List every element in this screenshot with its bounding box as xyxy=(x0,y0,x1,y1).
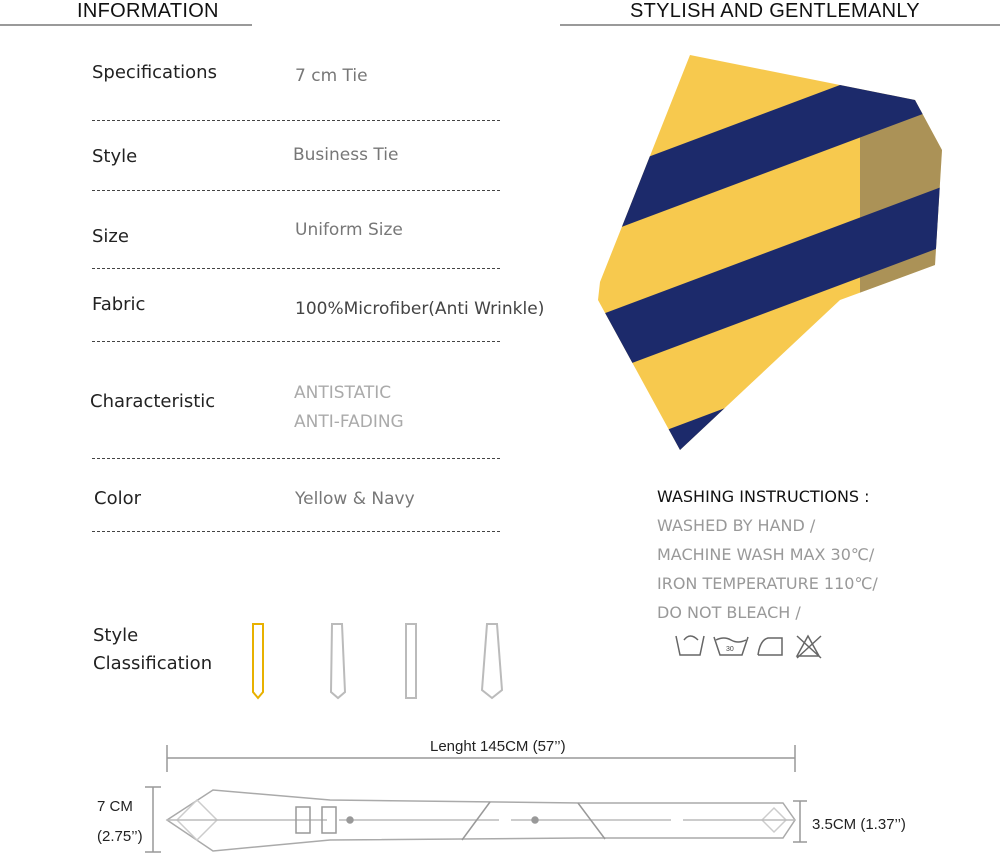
washing-line: DO NOT BLEACH / xyxy=(657,603,801,622)
washing-line: MACHINE WASH MAX 30℃/ xyxy=(657,545,875,564)
style-tie-icons xyxy=(253,624,502,698)
narrow-width: 3.5CM (1.37’’) xyxy=(812,816,906,833)
spec-value: ANTI-FADING xyxy=(294,412,404,432)
header-stylish: STYLISH AND GENTLEMANLY xyxy=(630,0,920,22)
spec-label: Characteristic xyxy=(90,391,216,412)
style-classification-label: Classification xyxy=(93,653,213,674)
tie-product-image xyxy=(560,40,960,530)
spec-label: Color xyxy=(94,488,141,509)
iron-icon xyxy=(758,638,782,655)
svg-text:30: 30 xyxy=(726,646,734,653)
spec-label: Size xyxy=(92,226,129,247)
slim-tie-icon-selected xyxy=(253,624,263,698)
spec-label: Specifications xyxy=(92,62,217,83)
spec-label: Fabric xyxy=(92,294,146,315)
tie-dimension-diagram xyxy=(145,745,807,852)
spec-value: ANTISTATIC xyxy=(294,383,392,403)
spec-value: 100%Microfiber(Anti Wrinkle) xyxy=(295,299,545,319)
spec-value: Business Tie xyxy=(293,145,399,165)
wash-icons xyxy=(676,636,821,658)
washing-line: IRON TEMPERATURE 110℃/ xyxy=(657,574,878,593)
length-label: Lenght 145CM (57’’) xyxy=(430,738,566,755)
hand-wash-icon xyxy=(676,636,704,655)
wide-width-in: (2.75’’) xyxy=(97,828,143,845)
spec-label: Style xyxy=(92,146,138,167)
narrow-tie-icon xyxy=(331,624,345,698)
washing-line: WASHED BY HAND / xyxy=(657,516,816,535)
square-tie-icon xyxy=(406,624,416,698)
header-information: INFORMATION xyxy=(77,0,219,22)
wide-width-cm: 7 CM xyxy=(97,798,133,815)
style-classification-label: Style xyxy=(93,625,139,646)
washing-title: WASHING INSTRUCTIONS : xyxy=(657,487,870,506)
spec-value: 7 cm Tie xyxy=(295,66,368,86)
spec-value: Uniform Size xyxy=(295,220,403,240)
no-bleach-icon xyxy=(797,636,821,658)
wide-tie-icon xyxy=(482,624,502,698)
spec-value: Yellow & Navy xyxy=(295,489,415,509)
